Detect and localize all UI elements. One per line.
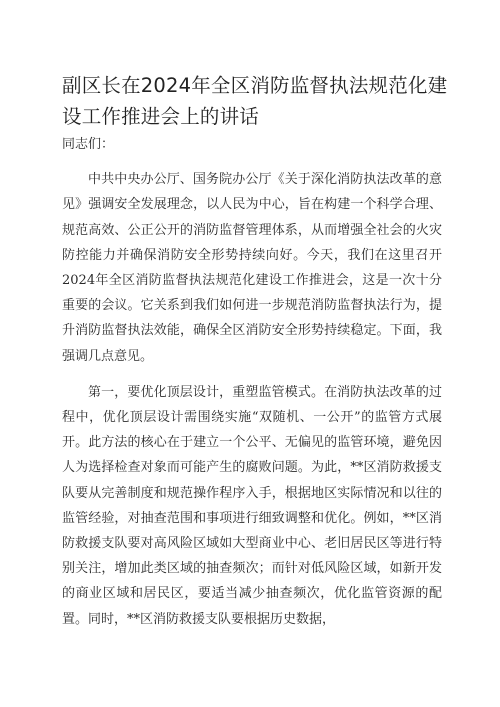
salutation: 同志们： [62,137,115,152]
document-body [62,132,442,632]
paragraph: 中共中央办公厅、国务院办公厅《关于深化消防执法改革的意见》强调安全发展理念，以人民为中心，旨在构建一个科学合理、规范高效、公正公开的消防监督管理体系，从而增强全社会的火灾防控能力并确保消防安全形势持续向好。今天，我们在这里召开2024年全区消防监督执法规范化建设工作推进会，这是一次十分重要的会议。它关系到我们如何进一步规范消防监督执法行为，提升消防监督执法效能，确保全区消防安全形势持续稳定。下面，我强调几点意见。 [62,172,442,364]
document-title: 副区长在2024年全区消防监督执法规范化建设工作推进会上的讲话 [62,74,448,128]
paragraph: 第一，要优化顶层设计，重塑监管模式。在消防执法改革的过程中，优化顶层设计需围绕实施“双随机、一公开”的监管方式展开。此方法的核心在于建立一个公平、无偏见的监管环境，避免因人为选择检查对象而可能产生的腐败问题。为此，**区消防救援支队要从完善制度和规范操作程序入手，根据地区实际情况和以往的监管经验，对抽查范围和事项进行细致调整和优化。例如，**区消防救援支队要对高风险区域如大型商业中心、老旧居民区等进行特别关注，增加此类区域的抽查频次；而针对低风险区域，如新开发的商业区域和居民区，要适当减少抽查频次，优化监管资源的配置。同时，**区消防救援支队要根据历史数据， [62,384,442,627]
